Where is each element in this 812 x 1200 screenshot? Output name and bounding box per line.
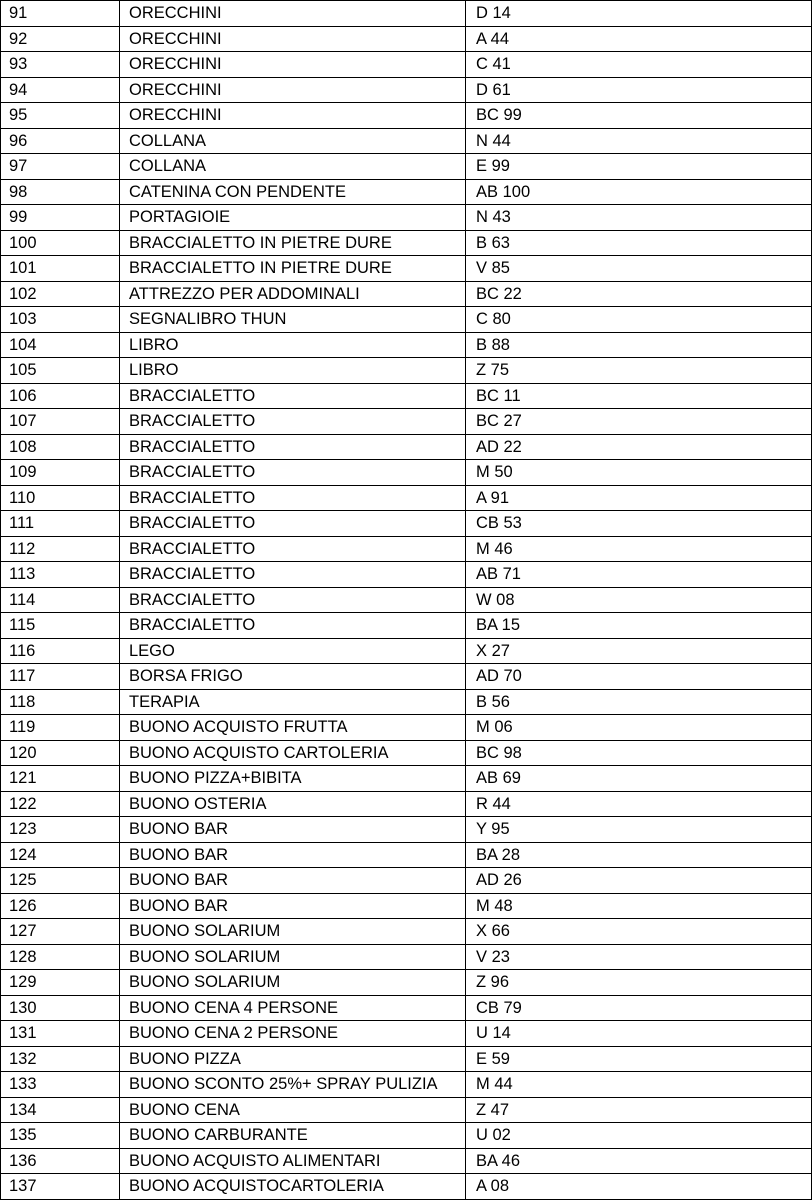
row-number-cell: 92 [1, 26, 120, 52]
row-number-cell: 137 [1, 1174, 120, 1200]
ticket-code-cell: A 91 [466, 485, 812, 511]
table-row [1, 1148, 812, 1174]
row-number-cell: 102 [1, 281, 120, 307]
row-number-cell: 131 [1, 1021, 120, 1047]
item-name-cell: TERAPIA [120, 689, 466, 715]
ticket-code-cell: Z 47 [466, 1097, 812, 1123]
table-row [1, 868, 812, 894]
table-row [1, 281, 812, 307]
row-number-cell: 116 [1, 638, 120, 664]
ticket-code-cell: Z 75 [466, 358, 812, 384]
item-name-cell: BRACCIALETTO IN PIETRE DURE [120, 230, 466, 256]
row-number-cell: 100 [1, 230, 120, 256]
ticket-code-cell: V 23 [466, 944, 812, 970]
table-row [1, 919, 812, 945]
ticket-code-cell: AD 22 [466, 434, 812, 460]
ticket-code-cell: AB 100 [466, 179, 812, 205]
row-number-cell: 129 [1, 970, 120, 996]
ticket-code-cell: M 50 [466, 460, 812, 486]
row-number-cell: 132 [1, 1046, 120, 1072]
row-number-cell: 105 [1, 358, 120, 384]
row-number-cell: 121 [1, 766, 120, 792]
row-number-cell: 124 [1, 842, 120, 868]
table-row [1, 791, 812, 817]
table-row [1, 536, 812, 562]
item-name-cell: ORECCHINI [120, 1, 466, 27]
ticket-code-cell: BC 22 [466, 281, 812, 307]
table-row [1, 970, 812, 996]
item-name-cell: BRACCIALETTO [120, 536, 466, 562]
item-name-cell: BUONO PIZZA [120, 1046, 466, 1072]
item-name-cell: ORECCHINI [120, 52, 466, 78]
item-name-cell: SEGNALIBRO THUN [120, 307, 466, 333]
item-name-cell: PORTAGIOIE [120, 205, 466, 231]
ticket-code-cell: Y 95 [466, 817, 812, 843]
ticket-code-cell: W 08 [466, 587, 812, 613]
ticket-code-cell: A 44 [466, 26, 812, 52]
item-name-cell: ORECCHINI [120, 103, 466, 129]
row-number-cell: 125 [1, 868, 120, 894]
ticket-code-cell: X 27 [466, 638, 812, 664]
row-number-cell: 113 [1, 562, 120, 588]
ticket-code-cell: C 41 [466, 52, 812, 78]
item-name-cell: BUONO CENA [120, 1097, 466, 1123]
row-number-cell: 103 [1, 307, 120, 333]
prize-table-body [1, 1, 812, 1200]
item-name-cell: BUONO CARBURANTE [120, 1123, 466, 1149]
item-name-cell: BUONO SOLARIUM [120, 944, 466, 970]
ticket-code-cell: C 80 [466, 307, 812, 333]
row-number-cell: 93 [1, 52, 120, 78]
ticket-code-cell: AD 26 [466, 868, 812, 894]
table-row [1, 715, 812, 741]
item-name-cell: BORSA FRIGO [120, 664, 466, 690]
row-number-cell: 107 [1, 409, 120, 435]
row-number-cell: 128 [1, 944, 120, 970]
row-number-cell: 110 [1, 485, 120, 511]
ticket-code-cell: M 06 [466, 715, 812, 741]
row-number-cell: 114 [1, 587, 120, 613]
row-number-cell: 117 [1, 664, 120, 690]
item-name-cell: ORECCHINI [120, 26, 466, 52]
table-row [1, 230, 812, 256]
item-name-cell: LIBRO [120, 358, 466, 384]
ticket-code-cell: N 43 [466, 205, 812, 231]
ticket-code-cell: B 63 [466, 230, 812, 256]
table-row [1, 383, 812, 409]
item-name-cell: COLLANA [120, 128, 466, 154]
table-row [1, 689, 812, 715]
table-row [1, 842, 812, 868]
ticket-code-cell: B 56 [466, 689, 812, 715]
table-row [1, 26, 812, 52]
row-number-cell: 111 [1, 511, 120, 537]
ticket-code-cell: BC 27 [466, 409, 812, 435]
item-name-cell: BUONO BAR [120, 817, 466, 843]
table-row [1, 562, 812, 588]
row-number-cell: 97 [1, 154, 120, 180]
ticket-code-cell: D 14 [466, 1, 812, 27]
row-number-cell: 126 [1, 893, 120, 919]
item-name-cell: BRACCIALETTO [120, 613, 466, 639]
item-name-cell: BUONO SOLARIUM [120, 919, 466, 945]
row-number-cell: 112 [1, 536, 120, 562]
item-name-cell: BUONO CENA 2 PERSONE [120, 1021, 466, 1047]
row-number-cell: 136 [1, 1148, 120, 1174]
table-row [1, 77, 812, 103]
table-row [1, 740, 812, 766]
table-row [1, 205, 812, 231]
table-row [1, 1174, 812, 1200]
item-name-cell: ORECCHINI [120, 77, 466, 103]
item-name-cell: BRACCIALETTO IN PIETRE DURE [120, 256, 466, 282]
row-number-cell: 109 [1, 460, 120, 486]
table-row [1, 128, 812, 154]
ticket-code-cell: BC 98 [466, 740, 812, 766]
table-row [1, 1046, 812, 1072]
row-number-cell: 134 [1, 1097, 120, 1123]
ticket-code-cell: M 46 [466, 536, 812, 562]
table-row [1, 434, 812, 460]
table-row [1, 154, 812, 180]
ticket-code-cell: E 99 [466, 154, 812, 180]
row-number-cell: 122 [1, 791, 120, 817]
ticket-code-cell: M 48 [466, 893, 812, 919]
ticket-code-cell: BA 28 [466, 842, 812, 868]
item-name-cell: BUONO BAR [120, 868, 466, 894]
table-row [1, 460, 812, 486]
item-name-cell: CATENINA CON PENDENTE [120, 179, 466, 205]
ticket-code-cell: E 59 [466, 1046, 812, 1072]
ticket-code-cell: D 61 [466, 77, 812, 103]
item-name-cell: BUONO PIZZA+BIBITA [120, 766, 466, 792]
ticket-code-cell: AB 71 [466, 562, 812, 588]
item-name-cell: BRACCIALETTO [120, 511, 466, 537]
table-row [1, 766, 812, 792]
table-row [1, 103, 812, 129]
row-number-cell: 106 [1, 383, 120, 409]
row-number-cell: 120 [1, 740, 120, 766]
row-number-cell: 130 [1, 995, 120, 1021]
table-row [1, 409, 812, 435]
ticket-code-cell: BA 15 [466, 613, 812, 639]
row-number-cell: 91 [1, 1, 120, 27]
item-name-cell: LEGO [120, 638, 466, 664]
item-name-cell: BRACCIALETTO [120, 383, 466, 409]
row-number-cell: 96 [1, 128, 120, 154]
table-row [1, 638, 812, 664]
table-row [1, 587, 812, 613]
row-number-cell: 95 [1, 103, 120, 129]
table-row [1, 1, 812, 27]
item-name-cell: BRACCIALETTO [120, 434, 466, 460]
table-row [1, 358, 812, 384]
table-row [1, 485, 812, 511]
ticket-code-cell: BC 99 [466, 103, 812, 129]
row-number-cell: 104 [1, 332, 120, 358]
table-row [1, 995, 812, 1021]
ticket-code-cell: CB 79 [466, 995, 812, 1021]
table-row [1, 1097, 812, 1123]
row-number-cell: 108 [1, 434, 120, 460]
table-row [1, 613, 812, 639]
item-name-cell: BUONO SOLARIUM [120, 970, 466, 996]
ticket-code-cell: M 44 [466, 1072, 812, 1098]
item-name-cell: BUONO ACQUISTO FRUTTA [120, 715, 466, 741]
item-name-cell: BUONO ACQUISTOCARTOLERIA [120, 1174, 466, 1200]
row-number-cell: 123 [1, 817, 120, 843]
item-name-cell: BRACCIALETTO [120, 562, 466, 588]
ticket-code-cell: BA 46 [466, 1148, 812, 1174]
item-name-cell: LIBRO [120, 332, 466, 358]
table-row [1, 307, 812, 333]
ticket-code-cell: U 02 [466, 1123, 812, 1149]
ticket-code-cell: N 44 [466, 128, 812, 154]
item-name-cell: BRACCIALETTO [120, 587, 466, 613]
ticket-code-cell: Z 96 [466, 970, 812, 996]
item-name-cell: ATTREZZO PER ADDOMINALI [120, 281, 466, 307]
row-number-cell: 133 [1, 1072, 120, 1098]
row-number-cell: 98 [1, 179, 120, 205]
table-row [1, 332, 812, 358]
item-name-cell: BUONO CENA 4 PERSONE [120, 995, 466, 1021]
item-name-cell: BRACCIALETTO [120, 460, 466, 486]
item-name-cell: BUONO BAR [120, 842, 466, 868]
ticket-code-cell: AD 70 [466, 664, 812, 690]
row-number-cell: 115 [1, 613, 120, 639]
item-name-cell: BUONO ACQUISTO ALIMENTARI [120, 1148, 466, 1174]
table-row [1, 256, 812, 282]
item-name-cell: BUONO SCONTO 25%+ SPRAY PULIZIA [120, 1072, 466, 1098]
row-number-cell: 99 [1, 205, 120, 231]
item-name-cell: COLLANA [120, 154, 466, 180]
ticket-code-cell: AB 69 [466, 766, 812, 792]
ticket-code-cell: V 85 [466, 256, 812, 282]
ticket-code-cell: CB 53 [466, 511, 812, 537]
table-row [1, 893, 812, 919]
ticket-code-cell: X 66 [466, 919, 812, 945]
table-row [1, 511, 812, 537]
ticket-code-cell: R 44 [466, 791, 812, 817]
table-row [1, 52, 812, 78]
item-name-cell: BRACCIALETTO [120, 485, 466, 511]
table-row [1, 1021, 812, 1047]
ticket-code-cell: BC 11 [466, 383, 812, 409]
row-number-cell: 135 [1, 1123, 120, 1149]
table-row [1, 179, 812, 205]
item-name-cell: BRACCIALETTO [120, 409, 466, 435]
row-number-cell: 101 [1, 256, 120, 282]
row-number-cell: 127 [1, 919, 120, 945]
row-number-cell: 119 [1, 715, 120, 741]
row-number-cell: 94 [1, 77, 120, 103]
table-row [1, 817, 812, 843]
item-name-cell: BUONO OSTERIA [120, 791, 466, 817]
item-name-cell: BUONO BAR [120, 893, 466, 919]
table-row [1, 664, 812, 690]
ticket-code-cell: A 08 [466, 1174, 812, 1200]
table-row [1, 1123, 812, 1149]
table-row [1, 944, 812, 970]
table-row [1, 1072, 812, 1098]
row-number-cell: 118 [1, 689, 120, 715]
ticket-code-cell: U 14 [466, 1021, 812, 1047]
item-name-cell: BUONO ACQUISTO CARTOLERIA [120, 740, 466, 766]
ticket-code-cell: B 88 [466, 332, 812, 358]
